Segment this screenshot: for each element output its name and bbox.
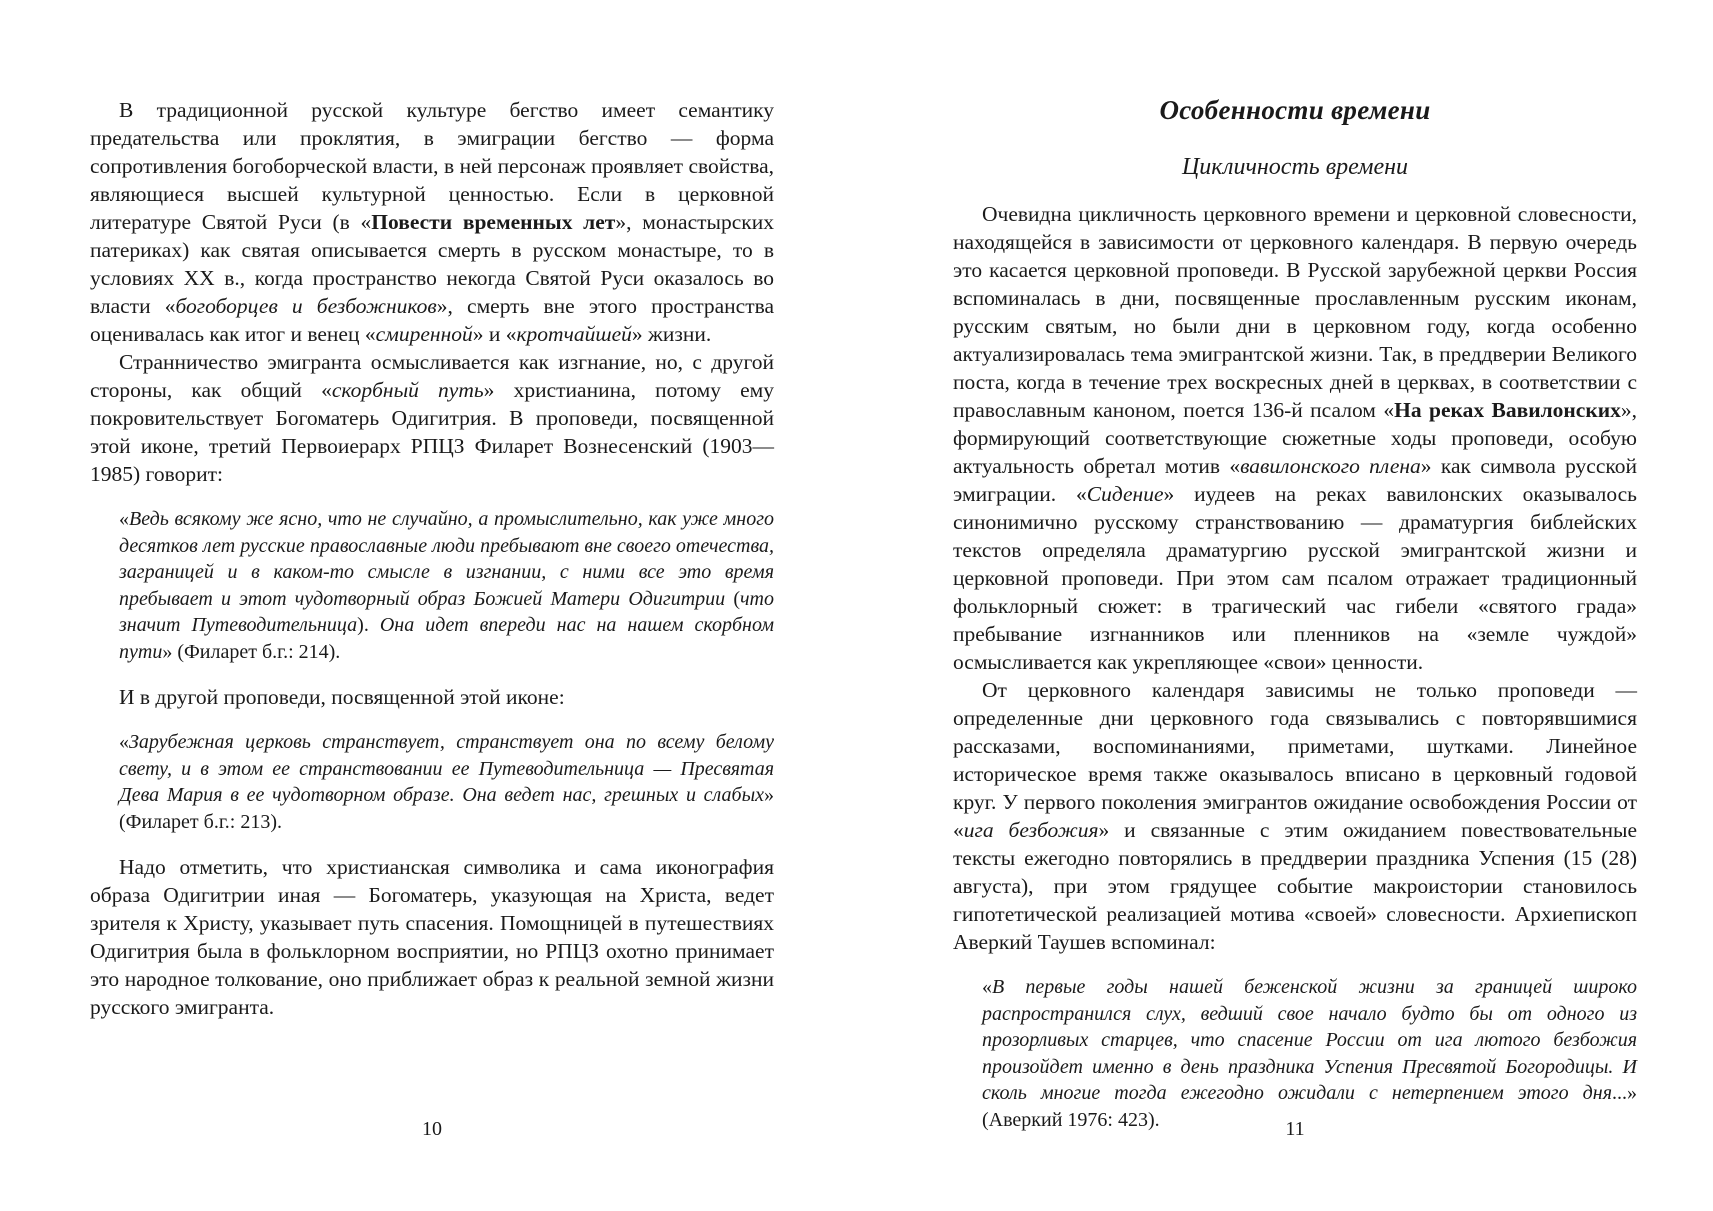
right-page-body (953, 200, 1637, 1133)
paragraph: От церковного календаря зависимы не только проповеди — определенные дни церковного года связывались с повторявшимися рассказами, воспоминаниями, приметами, шутками. Линейное историческое время также оказывалось вписано в церковный годовой круг. У первого поколения эмигрантов ожидание освобождения России от «ига безбожия» и связанные с этим ожиданием повествовательные тексты ежегодно повторялись в преддверии праздника Успения (15 (28) августа), при этом грядущее событие макроистории становилось гипотетической реализацией мотива «своей» словесности. Архиепископ Аверкий Таушев вспоминал: (953, 678, 1637, 954)
chapter-title: Особенности времени (1159, 95, 1431, 125)
block-quote: «Ведь всякому же ясно, что не случайно, а промыслительно, как уже много десятков лет русские православные люди пребывают вне своего отечества, заграницей и в каком-то смысле в изгнании, с ними все это время пребывает и этот чудотворный образ Божией Матери Одигитрии (что значит Путеводительница). Она идет впереди нас на нашем скорбном пути» (Филарет б.г.: 214). (119, 508, 774, 663)
block-quote: «В первые годы нашей беженской жизни за границей широко распространился слух, ведший свое начало будто бы от одного из прозорливых старцев, что спасение России от ига лютого безбожия произойдет именно в день праздника Успения Пресвятой Богородицы. И сколь многие тогда ежегодно ожидали с нетерпением этого дня...» (Аверкий 1976: 423). (982, 976, 1637, 1131)
paragraph: Странничество эмигранта осмысливается как изгнание, но, с другой стороны, как общий «скорбный путь» христианина, потому ему покровительствует Богоматерь Одигитрия. В проповеди, посвященной этой иконе, третий Первоиерарх РПЦЗ Филарет Вознесенский (1903—1985) говорит: (90, 350, 774, 486)
paragraph: В традиционной русской культуре бегство имеет семантику предательства или проклятия, в эмиграции бегство — форма сопротивления богоборческой власти, в ней персонаж проявляет свойства, являющиеся высшей культурной ценностью. Если в церковной литературе Святой Руси (в «Повести временных лет», монастырских патериках) как святая описывается смерть в русском монастыре, то в условиях ХХ в., когда пространство некогда Святой Руси оказалось во власти «богоборцев и безбожников», смерть вне этого пространства оценивалась как итог и венец «смиренной» и «кротчайшей» жизни. (90, 98, 774, 346)
right-page (953, 0, 1637, 1211)
section-title: Цикличность времени (1181, 154, 1409, 180)
paragraph: Надо отметить, что христианская символика и сама иконография образа Одигитрии иная — Богоматерь, указующая на Христа, ведет зрителя к Христу, указывает путь спасения. Помощницей в путешествиях Одигитрия была в фольклорном восприятии, но РПЦЗ охотно принимает это народное толкование, оно приближает образ к реальной земной жизни русского эмигранта. (90, 855, 774, 1019)
paragraph: Очевидна цикличность церковного времени и церковной словесности, находящейся в зависимости от церковного календаря. В первую очередь это касается церковной проповеди. В Русской зарубежной церкви Россия вспоминалась в дни, посвященные прославленным русским иконам, русским святым, но были дни в церковном году, когда особенно актуализировалась тема эмигрантской жизни. Так, в преддверии Великого поста, когда в течение трех воскресных дней в церквах, в соответствии с православным каноном, поется 136-й псалом «На реках Вавилонских», формирующий соответствующие сюжетные ходы проповеди, особую актуальность обретал мотив «вавилонского плена» как символа русской эмиграции. «Сидение» иудеев на реках вавилонских оказывалось синонимично русскому странствованию — драматургия библейских текстов определяла драматургию русской эмигрантской жизни и церковной проповеди. При этом сам псалом отражает традиционный фольклорный сюжет: в трагический час гибели «святого града» пребывание изгнанников или пленников на «земле чуждой» осмысливается как укрепляющее «свои» ценности. (953, 202, 1637, 674)
block-quote: «Зарубежная церковь странствует, странствует она по всему белому свету, и в этом ее странствовании ее Путеводительница — Пресвятая Дева Мария в ее чудотворном образе. Она ведет нас, грешных и слабых» (Филарет б.г.: 213). (119, 731, 774, 833)
left-page-body (90, 96, 774, 1021)
page-number: 10 (422, 1118, 442, 1140)
left-page (90, 0, 774, 1211)
paragraph: И в другой проповеди, посвященной этой иконе: (119, 685, 565, 709)
page-number: 11 (1285, 1118, 1305, 1140)
